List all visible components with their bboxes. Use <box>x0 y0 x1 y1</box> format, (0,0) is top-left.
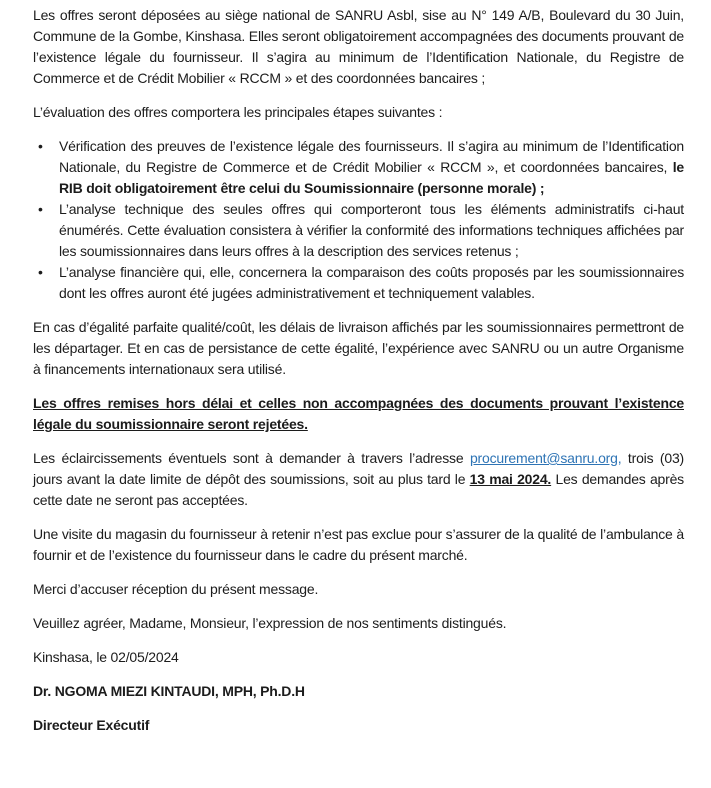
paragraph-rejection-notice: Les offres remises hors délai et celles non accompagnées des documents prouvant l’existence légale du soumissionnaire seront rejetées. <box>33 395 684 432</box>
clarifications-text-after: Les demandes après cette date ne seront pas acceptées. <box>33 471 684 508</box>
paragraph-offers-deposit: Les offres seront déposées au siège national de SANRU Asbl, sise au N° 149 A/B, Boulevard du 30 Juin, Commune de la Gombe, Kinshasa. Elles seront obligatoirement accompagnées des documents prouvant de l’existence légale du fournisseur. Il s’agira au minimum de l’Identification Nationale, du Registre de Commerce et de Crédit Mobilier « RCCM » et des coordonnées bancaires ; <box>33 7 684 86</box>
bullet-item-technical-analysis: • L’analyse technique des seules offres qui comporteront tous les éléments administratifs ci-haut énumérés. Cette évaluation consistera à vérifier la conformité des informations techniques affichées par les soumissionnaires dans leurs offres à la description des services retenus ; <box>59 199 684 262</box>
bullet-item-financial-analysis: • L’analyse financière qui, elle, concernera la comparaison des coûts proposés par les soumissionnaires dont les offres auront été jugées administrativement et techniquement valables. <box>59 262 684 304</box>
clarifications-text-before-link: Les éclaircissements éventuels sont à demander à travers l’adresse <box>33 450 470 466</box>
paragraph-clarifications <box>33 448 684 511</box>
bullet-verification-bold-text: le RIB doit obligatoirement être celui du Soumissionnaire (personne morale) ; <box>59 159 684 196</box>
signature-title: Directeur Exécutif <box>33 717 150 733</box>
bullet-item-verification <box>59 136 684 199</box>
paragraph-acknowledge-receipt: Merci d’accuser réception du présent message. <box>33 581 319 597</box>
paragraph-tiebreak: En cas d’égalité parfaite qualité/coût, les délais de livraison affichés par les soumissionnaires permettront de les départager. Et en cas de persistance de cette égalité, l’expérience avec SANRU ou un autre Organisme à financements internationaux sera utilisé. <box>33 319 684 377</box>
paragraph-closing-salutation: Veuillez agréer, Madame, Monsieur, l’expression de nos sentiments distingués. <box>33 615 507 631</box>
evaluation-steps-list <box>33 136 684 304</box>
signature-name: Dr. NGOMA MIEZI KINTAUDI, MPH, Ph.D.H <box>33 683 305 699</box>
bullet-verification-text: Vérification des preuves de l’existence légale des fournisseurs. Il s’agira au minimum de l’Identification Nationale, du Registre de Commerce et de Crédit Mobilier « RCCM », et coordonnées bancaires, <box>59 138 684 175</box>
paragraph-supplier-visit: Une visite du magasin du fournisseur à retenir n’est pas exclue pour s’assurer de la qualité de l’ambulance à fournir et de l’existence du fournisseur dans le cadre du présent marché. <box>33 526 684 563</box>
email-link[interactable]: procurement@sanru.org, <box>469 450 622 466</box>
place-and-date: Kinshasa, le 02/05/2024 <box>33 649 179 665</box>
clarifications-text-between: trois (03) jours avant la date limite de dépôt des soumissions, soit au plus tard le <box>33 450 684 487</box>
deadline-date: 13 mai 2024. <box>469 471 552 487</box>
paragraph-evaluation-intro: L’évaluation des offres comportera les principales étapes suivantes : <box>33 104 443 120</box>
